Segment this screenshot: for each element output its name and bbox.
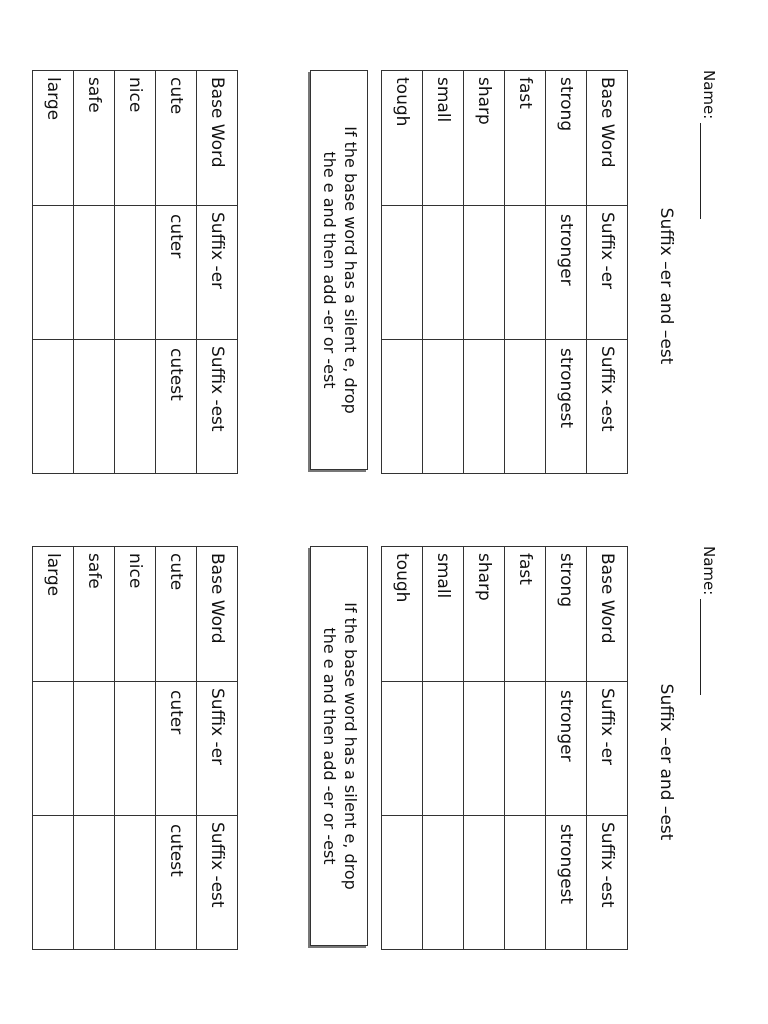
suffix-est-cell[interactable] (423, 816, 464, 950)
name-blank-line[interactable] (700, 123, 716, 219)
suffix-er-cell[interactable] (382, 206, 423, 340)
table-header-row (197, 71, 238, 474)
base-word-cell: sharp (464, 71, 505, 206)
suffix-est-cell[interactable]: cutest (156, 340, 197, 474)
table-row (33, 547, 74, 950)
name-label: Name: (700, 546, 718, 596)
suffix-est-cell[interactable] (33, 816, 74, 950)
table-row (464, 71, 505, 474)
base-word-cell: small (423, 547, 464, 682)
base-word-cell: strong (546, 547, 587, 682)
table-header-row (197, 547, 238, 950)
worksheet-title: Suffix –er and –est (656, 683, 676, 841)
suffix-est-cell[interactable] (33, 340, 74, 474)
suffix-er-cell[interactable] (505, 206, 546, 340)
table-header-row (587, 71, 628, 474)
table-row (74, 71, 115, 474)
table-row (382, 547, 423, 950)
silent-e-rule-box (310, 70, 368, 470)
suffix-est-cell[interactable] (505, 340, 546, 474)
suffix-est-cell[interactable] (382, 340, 423, 474)
rule-text-line-1: If the base word has a silent e, drop (341, 126, 360, 414)
suffix-er-cell[interactable] (505, 682, 546, 816)
base-word-cell: safe (74, 547, 115, 682)
base-word-cell: cute (156, 71, 197, 206)
suffix-est-cell[interactable] (505, 816, 546, 950)
table-row (115, 71, 156, 474)
suffix-est-cell[interactable] (115, 816, 156, 950)
suffix-er-cell[interactable] (464, 682, 505, 816)
base-word-cell: tough (382, 71, 423, 206)
header-cell: Base Word (197, 71, 238, 206)
suffix-est-cell[interactable] (464, 340, 505, 474)
table-row (423, 547, 464, 950)
base-word-cell: nice (115, 547, 156, 682)
name-blank-line[interactable] (700, 599, 716, 695)
header-cell: Base Word (587, 71, 628, 206)
suffix-est-cell[interactable] (74, 816, 115, 950)
suffix-er-cell[interactable]: stronger (546, 682, 587, 816)
suffix-er-cell[interactable] (382, 682, 423, 816)
table-row (505, 71, 546, 474)
rule-text-line-2: the e and then add -er or -est (320, 151, 339, 389)
suffix-er-cell[interactable] (74, 206, 115, 340)
worksheet-title: Suffix –er and –est (656, 207, 676, 365)
header-cell: Base Word (197, 547, 238, 682)
worksheet-right (0, 476, 768, 988)
table-row (505, 547, 546, 950)
suffix-est-cell[interactable] (464, 816, 505, 950)
suffix-er-cell[interactable] (115, 206, 156, 340)
header-cell: Suffix -est (587, 816, 628, 950)
table-row (115, 547, 156, 950)
base-word-cell: small (423, 71, 464, 206)
base-word-cell: cute (156, 547, 197, 682)
base-word-cell: safe (74, 71, 115, 206)
header-cell: Suffix -er (197, 206, 238, 340)
table-row (546, 547, 587, 950)
silent-e-rule-box (310, 546, 368, 946)
name-field (700, 546, 718, 695)
table-row (74, 547, 115, 950)
suffix-er-cell[interactable] (74, 682, 115, 816)
base-word-cell: tough (382, 547, 423, 682)
suffix-er-cell[interactable]: cuter (156, 206, 197, 340)
table-row (546, 71, 587, 474)
suffix-table-2 (32, 546, 238, 950)
header-cell: Suffix -er (587, 206, 628, 340)
table-row (156, 71, 197, 474)
suffix-er-cell[interactable] (464, 206, 505, 340)
suffix-er-cell[interactable]: stronger (546, 206, 587, 340)
suffix-est-cell[interactable]: strongest (546, 340, 587, 474)
suffix-table-2 (32, 70, 238, 474)
base-word-cell: fast (505, 547, 546, 682)
table-row (33, 71, 74, 474)
header-cell: Base Word (587, 547, 628, 682)
base-word-cell: large (33, 71, 74, 206)
suffix-est-cell[interactable] (423, 340, 464, 474)
suffix-er-cell[interactable] (423, 682, 464, 816)
base-word-cell: sharp (464, 547, 505, 682)
base-word-cell: strong (546, 71, 587, 206)
rule-text-line-1: If the base word has a silent e, drop (341, 602, 360, 890)
header-cell: Suffix -est (197, 816, 238, 950)
table-row (464, 547, 505, 950)
table-row (156, 547, 197, 950)
suffix-er-cell[interactable] (33, 682, 74, 816)
suffix-table-1 (381, 546, 628, 950)
table-row (382, 71, 423, 474)
name-label: Name: (700, 70, 718, 120)
suffix-est-cell[interactable] (115, 340, 156, 474)
base-word-cell: nice (115, 71, 156, 206)
name-field (700, 70, 718, 219)
suffix-est-cell[interactable]: cutest (156, 816, 197, 950)
header-cell: Suffix -est (197, 340, 238, 474)
table-row (423, 71, 464, 474)
rule-text-line-2: the e and then add -er or -est (320, 627, 339, 865)
suffix-er-cell[interactable] (115, 682, 156, 816)
base-word-cell: fast (505, 71, 546, 206)
suffix-est-cell[interactable] (74, 340, 115, 474)
suffix-est-cell[interactable] (382, 816, 423, 950)
suffix-er-cell[interactable] (423, 206, 464, 340)
table-header-row (587, 547, 628, 950)
header-cell: Suffix -er (587, 682, 628, 816)
base-word-cell: large (33, 547, 74, 682)
suffix-est-cell[interactable]: strongest (546, 816, 587, 950)
header-cell: Suffix -est (587, 340, 628, 474)
suffix-table-1 (381, 70, 628, 474)
header-cell: Suffix -er (197, 682, 238, 816)
suffix-er-cell[interactable] (33, 206, 74, 340)
suffix-er-cell[interactable]: cuter (156, 682, 197, 816)
